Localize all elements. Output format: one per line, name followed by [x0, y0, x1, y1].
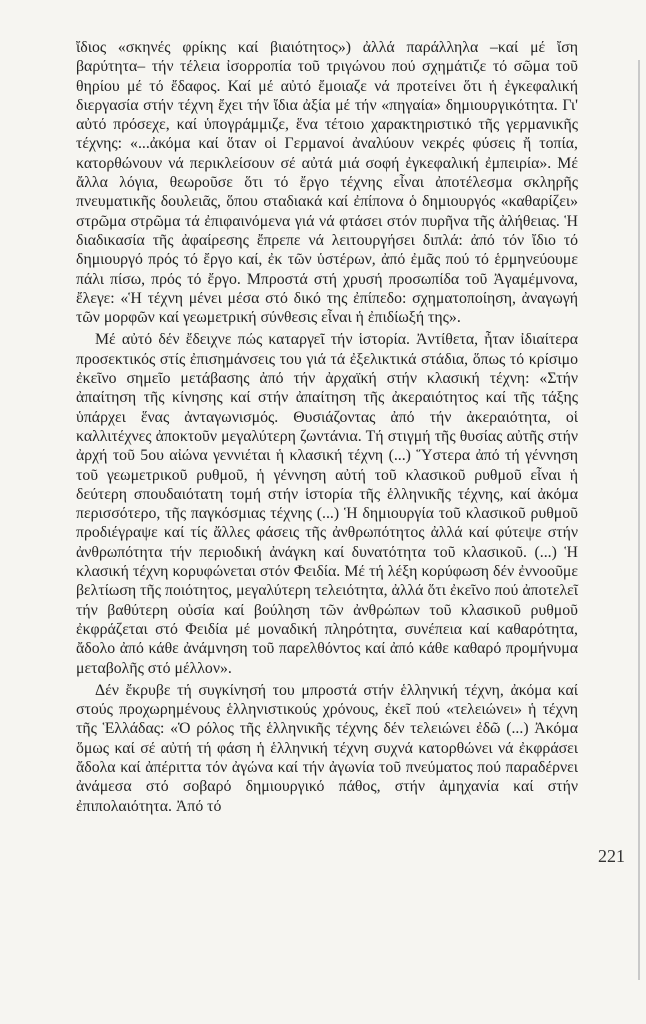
body-text [76, 38, 578, 816]
page-number: 221 [598, 846, 625, 866]
page-edge-shadow [638, 60, 640, 980]
paragraph-2: Μέ αὐτό δέν ἔδειχνε πώς καταργεῖ τήν ἱστορία. Ἀντίθετα, ἦταν ἰδιαίτερα προσεκτικός στίς ἐπισημάνσεις του γιά τά ἐξελικτικά στάδια, ὅπως τό κρίσιμο ἐκεῖνο σημεῖο μετάβασης ἀπό τήν ἀρχαϊκή στήν κλασική τέχνη: «Στήν ἀπαίτηση τῆς κίνησης καί στήν ἀπαίτηση τῆς ἀκεραιότητος καί τῆς τάξης ὑπάρχει ἕνας ἀνταγωνισμός. Θυσιάζοντας ἀπό τήν ἀκεραιότητα, οἱ καλλιτέχνες ἀποκτοῦν μεγαλύτερη ζωντάνια. Τή στιγμή τῆς θυσίας αὐτῆς στήν ἀρχή τοῦ 5ου αἰώνα γεννιέται ἡ κλασική τέχνη (...) Ὕστερα ἀπό τή γέννηση τοῦ γεωμετρικοῦ ρυθμοῦ, ἡ γέννηση αὐτή τοῦ κλασικοῦ ρυθμοῦ εἶναι ἡ δεύτερη σπουδαιότατη τομή στήν ἱστορία τῆς ἑλληνικῆς τέχνης, καί ἀκόμα περισσότερο, τῆς παγκόσμιας τέχνης (...) Ἡ δημιουργία τοῦ κλασικοῦ ρυθμοῦ προδιέγραψε καί τίς ἄλλες φάσεις τῆς ἀνθρωπότητος ἀλλά καί φύτεψε στήν ἀνθρωπότητα τήν περιοδική ἀνάγκη καί δυνατότητα τοῦ κλασικοῦ. (...) Ἡ κλασική τέχνη κορυφώνεται στόν Φειδία. Μέ τή λέξη κορύφωση δέν ἐννοοῦμε βελτίωση τῆς ποιότητος, μεγαλύτερη τελειότητα, ἀλλά ὅτι ἐκεῖνο πού ἀποτελεῖ τήν βαθύτερη οὐσία καί βούληση τῶν ἀνθρώπων τοῦ κλασικοῦ ρυθμοῦ ἐκφράζεται στό Φειδία μέ μοναδική πληρότητα, συνέπεια καί καθαρότητα, ἄδολο ἀπό κάθε ἀνάμνηση τοῦ παρελθόντος καί ἀπό κάθε καθαρό προμήνυμα μεταβολῆς στό μέλλον». [76, 331, 578, 677]
paragraph-3: Δέν ἔκρυβε τή συγκίνησή του μπροστά στήν ἑλληνική τέχνη, ἀκόμα καί στούς προχωρημένους ἑλληνιστικούς χρόνους, ἐκεῖ πού «τελειώνει» ἡ τέχνη τῆς Ἑλλάδας: «Ὁ ρόλος τῆς ἑλληνικῆς τέχνης δέν τελειώνει ἐδῶ (...) Ἀκόμα ὅμως καί σέ αὐτή τή φάση ἡ ἑλληνική τέχνη συχνά κατορθώνει νά ἐκφράσει ἄδολα καί ἀπέριττα τόν ἀγώνα καί τήν ἀγωνία τοῦ πνεύματος πού παραδέρνει ἀνάμεσα στό σοβαρό δημιουργικό πάθος, στήν ἀμηχανία καί στήν ἐπιπολαιότητα. Ἀπό τό [76, 681, 578, 815]
paragraph-1: ἴδιος «σκηνές φρίκης καί βιαιότητος») ἀλλά παράλληλα –καί μέ ἴση βαρύτητα– τήν τέλεια ἰσορροπία τοῦ τριγώνου πού σχημάτιζε τό σῶμα τοῦ θηρίου μέ τό ἔδαφος. Καί μέ αὐτό ἔμοιαζε νά προτείνει ὅτι ἡ ἐγκεφαλική διεργασία στήν τέχνη ἔχει τήν ἴδια ἀξία μέ τήν «πηγαία» δημιουργικότητα. Γι' αὐτό πρόσεχε, καί ὑπογράμμιζε, ἕνα τέτοιο χαρακτηριστικό τῆς γερμανικῆς τέχνης: «...ἀκόμα καί ὅταν οἱ Γερμανοί ἀναλύουν νεκρές φύσεις ἤ τοπία, κατορθώνουν νά περικλείσουν σέ αὐτά μιά σοφή ἐγκεφαλική ἐμπειρία». Μέ ἄλλα λόγια, θεωροῦσε ὅτι τό ἔργο τέχνης εἶναι ἀποτέλεσμα σκληρῆς πνευματικῆς δουλειᾶς, ὅπου σταδιακά καί ἐπίπονα ὁ δημιουργός «καθαρίζει» στρῶμα στρῶμα τά ἐπιφαινόμενα γιά νά φτάσει στόν πυρῆνα τῆς ἀλήθειας. Ἡ διαδικασία τῆς ἀφαίρεσης ἔπρεπε νά λειτουργήσει διπλά: ἀπό τόν ἴδιο τό δημιουργό πρός τό ἔργο καί, ἐκ τῶν ὑστέρων, ἀπό ἐμᾶς πού τό ἑρμηνεύουμε πάλι πίσω, πρός τό ἔργο. Μπροστά στή χρυσή προσωπίδα τοῦ Ἀγαμέμνονα, ἔλεγε: «Ἡ τέχνη μένει μέσα στό δικό της ἐπίπεδο: σχηματοποίηση, ἀναγωγή τῶν μορφῶν καί γεωμετρική σύνθεσις εἶναι ἡ ἐπιδίωξή της». [76, 39, 578, 327]
